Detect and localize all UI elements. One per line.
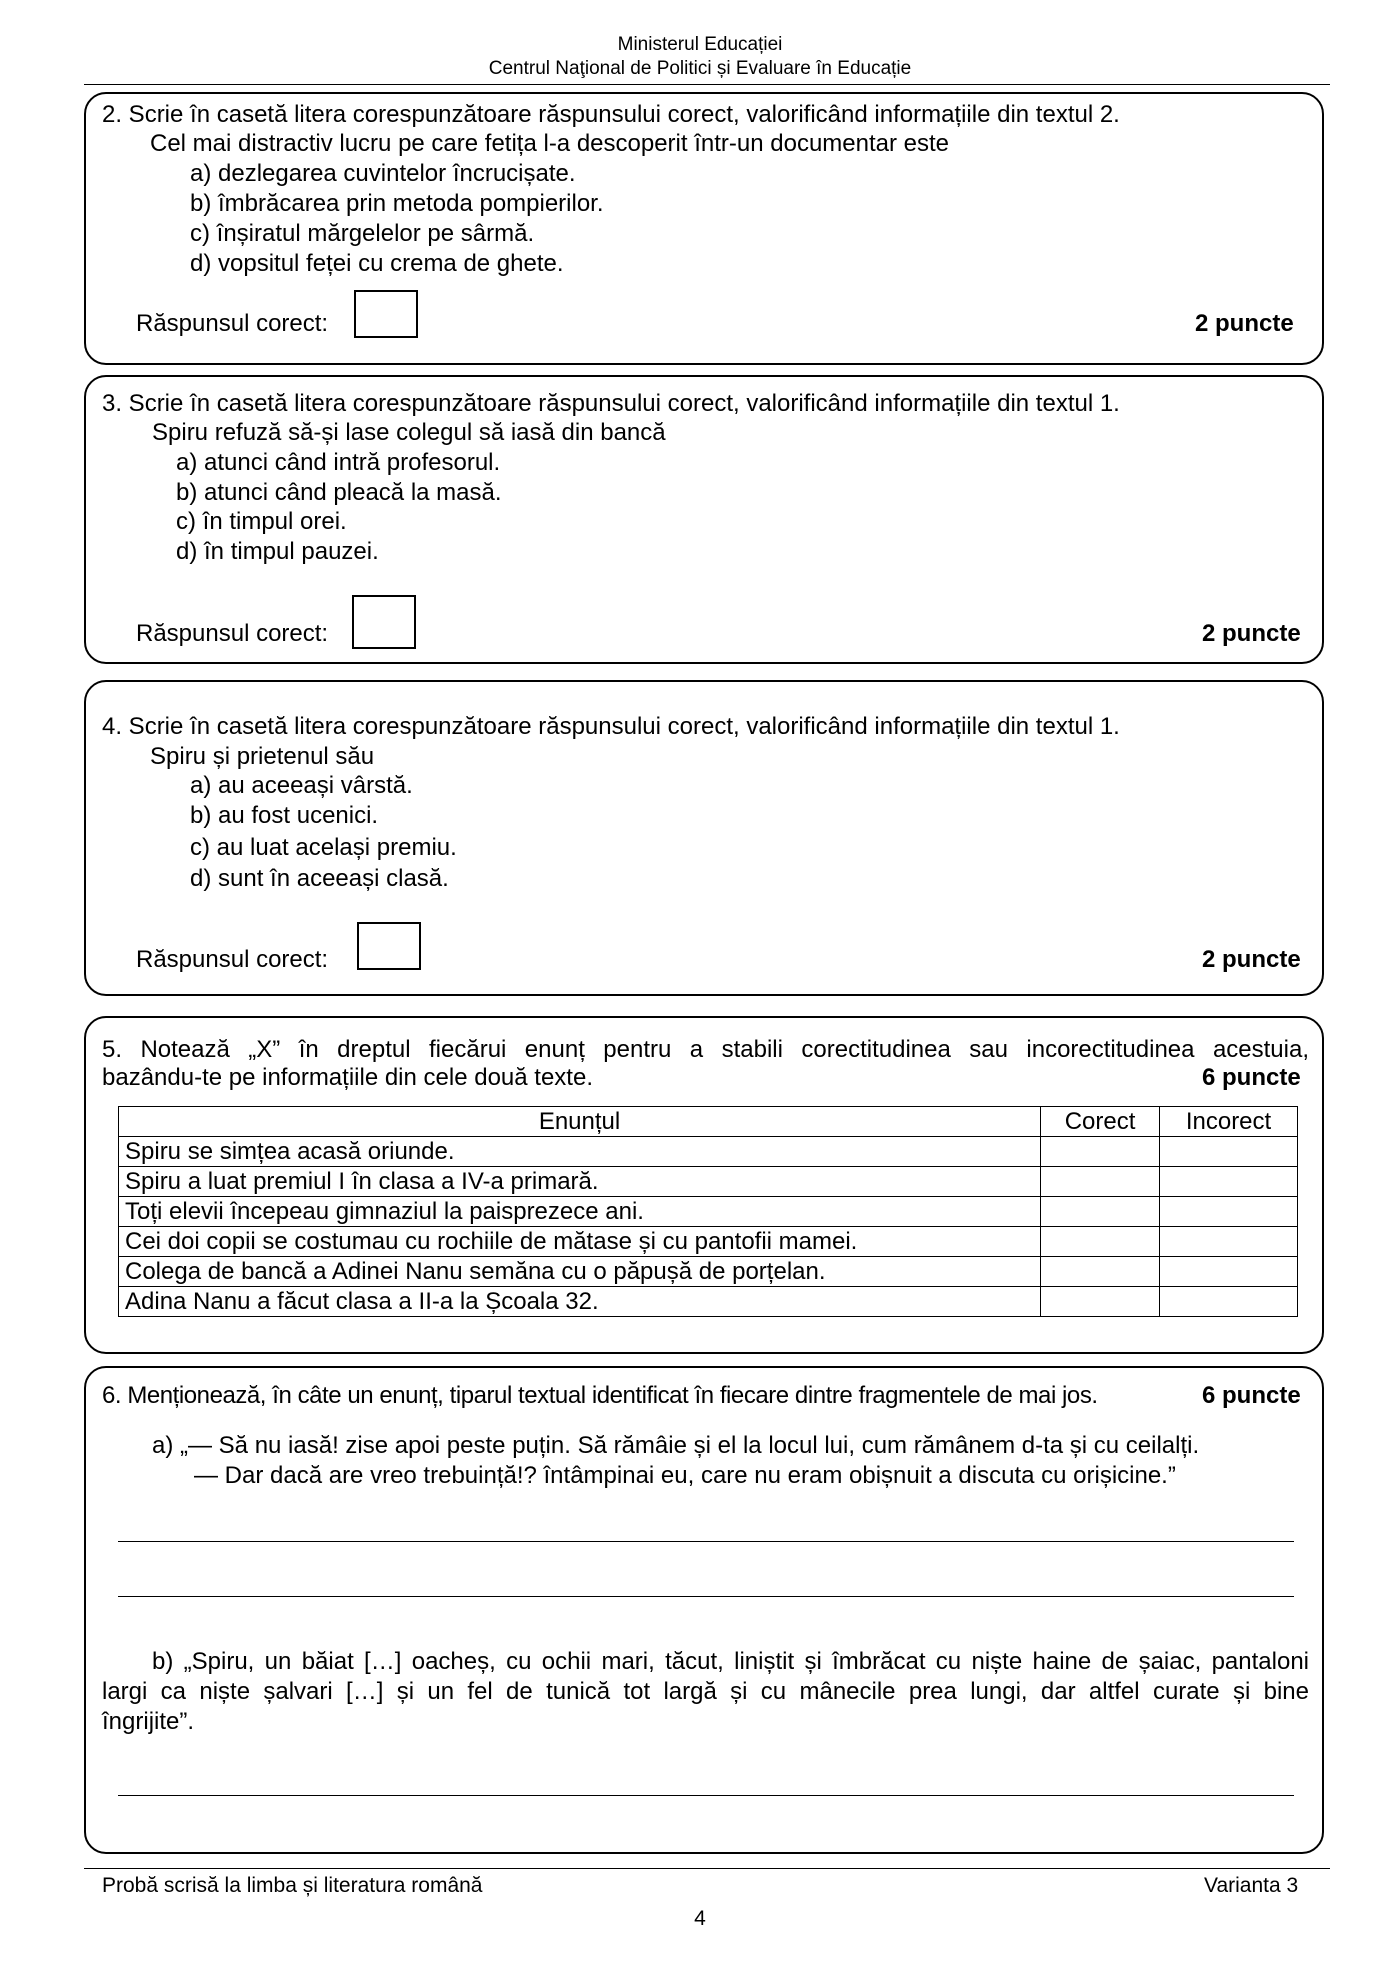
column-header-statement: Enunțul bbox=[119, 1107, 1041, 1137]
statement-cell: Spiru a luat premiul I în clasa a IV-a primară. bbox=[119, 1167, 1041, 1197]
q4-option-c: c) au luat același premiu. bbox=[190, 834, 457, 861]
q3-option-a: a) atunci când intră profesorul. bbox=[176, 449, 501, 476]
q6-fragment-b-line1: b) „Spiru, un băiat […] oacheș, cu ochii mari, tăcut, liniștit și îmbrăcat cu niște haine de șaiac, pantaloni bbox=[152, 1648, 1309, 1675]
page-number: 4 bbox=[694, 1907, 706, 1930]
table-row bbox=[119, 1227, 1298, 1257]
footer-variant: Varianta 3 bbox=[1204, 1874, 1299, 1897]
q3-option-c: c) în timpul orei. bbox=[176, 508, 347, 535]
statements-table bbox=[118, 1106, 1298, 1317]
q6-fragment-b-line2: largi ca niște șalvari […] și un fel de tunică tot largă și cu mânecile prea lungi, dar altfel curate și bine bbox=[102, 1678, 1309, 1705]
q6-fragment-b-line3: îngrijite”. bbox=[102, 1708, 195, 1735]
q3-option-b: b) atunci când pleacă la masă. bbox=[176, 479, 502, 506]
incorrect-cell[interactable] bbox=[1160, 1227, 1298, 1257]
q4-prompt: 4. Scrie în casetă litera corespunzătoare răspunsului corect, valorificând informațiile din textul 1. bbox=[102, 713, 1120, 740]
q2-answer-label: Răspunsul corect: bbox=[136, 310, 329, 337]
incorrect-cell[interactable] bbox=[1160, 1137, 1298, 1167]
table-row bbox=[119, 1257, 1298, 1287]
table-header-row bbox=[119, 1107, 1298, 1137]
correct-cell[interactable] bbox=[1041, 1287, 1160, 1317]
q5-prompt-line2: bazându-te pe informațiile din cele două texte. bbox=[102, 1064, 593, 1091]
q4-option-a: a) au aceeași vârstă. bbox=[190, 772, 413, 799]
correct-cell[interactable] bbox=[1041, 1167, 1160, 1197]
statement-cell: Colega de bancă a Adinei Nanu semăna cu o păpușă de porțelan. bbox=[119, 1257, 1041, 1287]
q4-answer-label: Răspunsul corect: bbox=[136, 946, 329, 973]
q2-points: 2 puncte bbox=[1195, 310, 1294, 337]
correct-cell[interactable] bbox=[1041, 1197, 1160, 1227]
q4-stem: Spiru și prietenul său bbox=[150, 743, 375, 770]
header-center: Centrul Naţional de Politici și Evaluare în Educație bbox=[488, 58, 912, 79]
q5-prompt-line1: 5. Notează „X” în dreptul fiecărui enunț pentru a stabili corectitudinea sau incorectitudinea acestuia, bbox=[102, 1036, 1309, 1063]
q2-prompt: 2. Scrie în casetă litera corespunzătoare răspunsului corect, valorificând informațiile din textul 2. bbox=[102, 101, 1120, 128]
q6-fragment-a-line1: a) „— Să nu iasă! zise apoi peste puțin. Să rămâie și el la locul lui, cum rămânem d-ta și cu ceilalți. bbox=[152, 1432, 1200, 1459]
q3-answer-label: Răspunsul corect: bbox=[136, 620, 329, 647]
q4-option-b: b) au fost ucenici. bbox=[190, 802, 379, 829]
column-header-incorrect: Incorect bbox=[1160, 1107, 1298, 1137]
column-header-correct: Corect bbox=[1041, 1107, 1160, 1137]
answer-line-b-1[interactable] bbox=[118, 1795, 1294, 1796]
header-rule bbox=[84, 84, 1330, 85]
q6-points: 6 puncte bbox=[1202, 1382, 1301, 1409]
statement-cell: Cei doi copii se costumau cu rochiile de mătase și cu pantofii mamei. bbox=[119, 1227, 1041, 1257]
statement-cell: Adina Nanu a făcut clasa a II-a la Școala 32. bbox=[119, 1287, 1041, 1317]
q4-points: 2 puncte bbox=[1202, 946, 1301, 973]
q4-answer-box[interactable] bbox=[357, 922, 421, 970]
q4-option-d: d) sunt în aceeași clasă. bbox=[190, 865, 449, 892]
q2-stem: Cel mai distractiv lucru pe care fetița l-a descoperit într-un documentar este bbox=[150, 130, 950, 157]
q2-answer-box[interactable] bbox=[354, 290, 418, 338]
incorrect-cell[interactable] bbox=[1160, 1287, 1298, 1317]
table-row bbox=[119, 1167, 1298, 1197]
correct-cell[interactable] bbox=[1041, 1137, 1160, 1167]
q3-answer-box[interactable] bbox=[352, 595, 416, 649]
footer-rule bbox=[84, 1868, 1330, 1869]
correct-cell[interactable] bbox=[1041, 1257, 1160, 1287]
q2-option-b: b) îmbrăcarea prin metoda pompierilor. bbox=[190, 190, 604, 217]
q2-option-a: a) dezlegarea cuvintelor încrucișate. bbox=[190, 160, 576, 187]
table-row bbox=[119, 1197, 1298, 1227]
q3-stem: Spiru refuză să-și lase colegul să iasă din bancă bbox=[152, 419, 666, 446]
incorrect-cell[interactable] bbox=[1160, 1197, 1298, 1227]
q2-option-c: c) înșiratul mărgelelor pe sârmă. bbox=[190, 220, 535, 247]
incorrect-cell[interactable] bbox=[1160, 1167, 1298, 1197]
q6-fragment-a-line2: — Dar dacă are vreo trebuință!? întâmpinai eu, care nu eram obișnuit a discuta cu orișicine.” bbox=[194, 1462, 1176, 1489]
q3-prompt: 3. Scrie în casetă litera corespunzătoare răspunsului corect, valorificând informațiile din textul 1. bbox=[102, 390, 1120, 417]
answer-line-a-1[interactable] bbox=[118, 1541, 1294, 1542]
q5-points: 6 puncte bbox=[1202, 1064, 1301, 1091]
table-row bbox=[119, 1287, 1298, 1317]
statement-cell: Toți elevii începeau gimnaziul la paisprezece ani. bbox=[119, 1197, 1041, 1227]
header-ministry: Ministerul Educației bbox=[617, 34, 783, 55]
q3-option-d: d) în timpul pauzei. bbox=[176, 538, 379, 565]
statement-cell: Spiru se simțea acasă oriunde. bbox=[119, 1137, 1041, 1167]
q2-option-d: d) vopsitul feței cu crema de ghete. bbox=[190, 250, 564, 277]
q3-points: 2 puncte bbox=[1202, 620, 1301, 647]
table-row bbox=[119, 1137, 1298, 1167]
footer-exam-title: Probă scrisă la limba și literatura română bbox=[102, 1874, 483, 1897]
correct-cell[interactable] bbox=[1041, 1227, 1160, 1257]
q6-prompt: 6. Menționează, în câte un enunț, tiparul textual identificat în fiecare dintre fragmentele de mai jos. bbox=[102, 1382, 1098, 1409]
answer-line-a-2[interactable] bbox=[118, 1596, 1294, 1597]
incorrect-cell[interactable] bbox=[1160, 1257, 1298, 1287]
